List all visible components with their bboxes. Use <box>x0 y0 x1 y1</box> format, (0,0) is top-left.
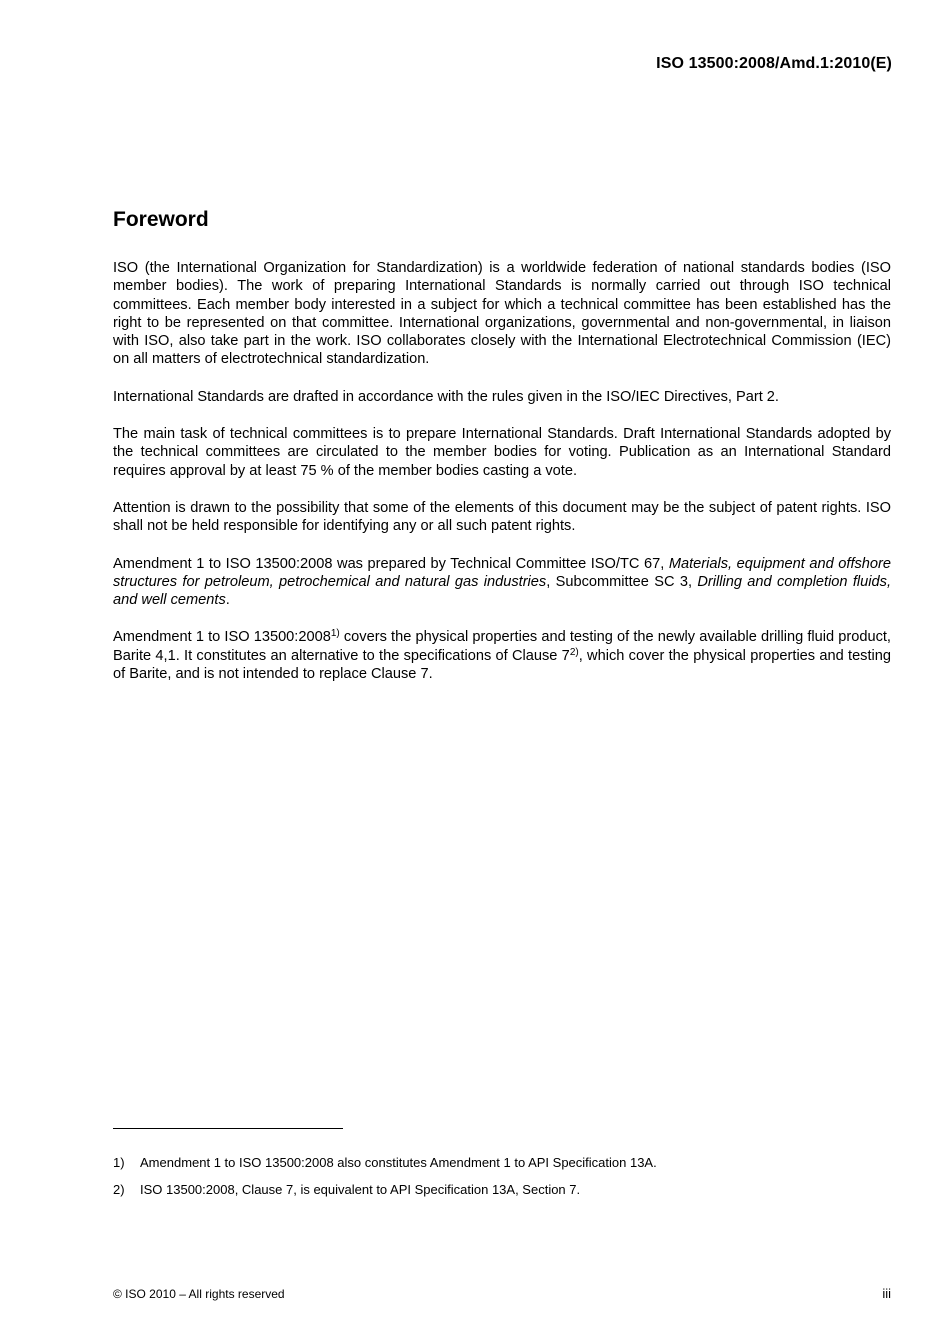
paragraph-text: Amendment 1 to ISO 13500:2008 was prepared by Technical Committee ISO/TC 67, <box>113 555 669 572</box>
page-title: Foreword <box>113 208 209 231</box>
paragraph-text: Amendment 1 to ISO 13500:2008 <box>113 629 331 646</box>
footnote-text: ISO 13500:2008, Clause 7, is equivalent to API Specification 13A, Section 7. <box>140 1182 581 1197</box>
paragraph-technical-committees: The main task of technical committees is to prepare International Standards. Draft International Standards adopted by the technical committees are circulated to the member bodies for voting. Publication as an International Standard requires approval by at least 75 % of the member bodies casting a vote. <box>113 426 891 479</box>
footnote-text: Amendment 1 to ISO 13500:2008 also constitutes Amendment 1 to API Specification 13A. <box>140 1155 657 1170</box>
document-reference: ISO 13500:2008/Amd.1:2010(E) <box>656 55 892 72</box>
paragraph-directives: International Standards are drafted in accordance with the rules given in the ISO/IEC Directives, Part 2. <box>113 388 779 405</box>
paragraph-text: , which cover the physical properties and testing of Barite, and is not intended to replace Clause 7. <box>113 647 892 683</box>
footnote-item <box>113 1155 891 1171</box>
paragraph-patent-rights: Attention is drawn to the possibility that some of the elements of this document may be the subject of patent rights. ISO shall not be held responsible for identifying any or all such patent rights. <box>113 499 891 535</box>
footnote-divider <box>113 1128 343 1129</box>
footnote-ref-1[interactable]: 1) <box>330 628 340 640</box>
paragraph-iso-intro: ISO (the International Organization for Standardization) is a worldwide federation of national standards bodies (ISO member bodies). The work of preparing International Standards is normally carried out through ISO technical committees. Each member body interested in a subject for which a technical committee has been established has the right to be represented on that committee. International organizations, governmental and non-governmental, in liaison with ISO, also take part in the work. ISO collaborates closely with the International Electrotechnical Commission (IEC) on all matters of electrotechnical standardization. <box>113 260 891 368</box>
footnote-ref-2[interactable]: 2) <box>569 646 579 658</box>
paragraph-amendment-scope <box>113 628 891 683</box>
footnotes <box>113 1155 891 1209</box>
subcommittee-title: Drilling and completion fluids, and well cements <box>113 573 891 609</box>
paragraph-text: . <box>225 592 230 609</box>
paragraph-text: covers the physical properties and testing of the newly available drilling fluid product, Barite 4,1. It constitutes an alternative to the specifications of Clause 7 <box>113 629 891 664</box>
footnote-number: 2) <box>113 1182 125 1197</box>
footnote-number: 1) <box>113 1155 125 1170</box>
foreword-body <box>113 259 891 702</box>
copyright-notice: © ISO 2010 – All rights reserved <box>113 1287 285 1301</box>
paragraph-text: , Subcommittee SC 3, <box>546 573 698 590</box>
committee-title: Materials, equipment and offshore structures for petroleum, petrochemical and natural gas industries <box>113 555 892 590</box>
page-number: iii <box>882 1286 891 1301</box>
footnote-item <box>113 1182 891 1198</box>
paragraph-amendment-prepared <box>113 555 891 610</box>
